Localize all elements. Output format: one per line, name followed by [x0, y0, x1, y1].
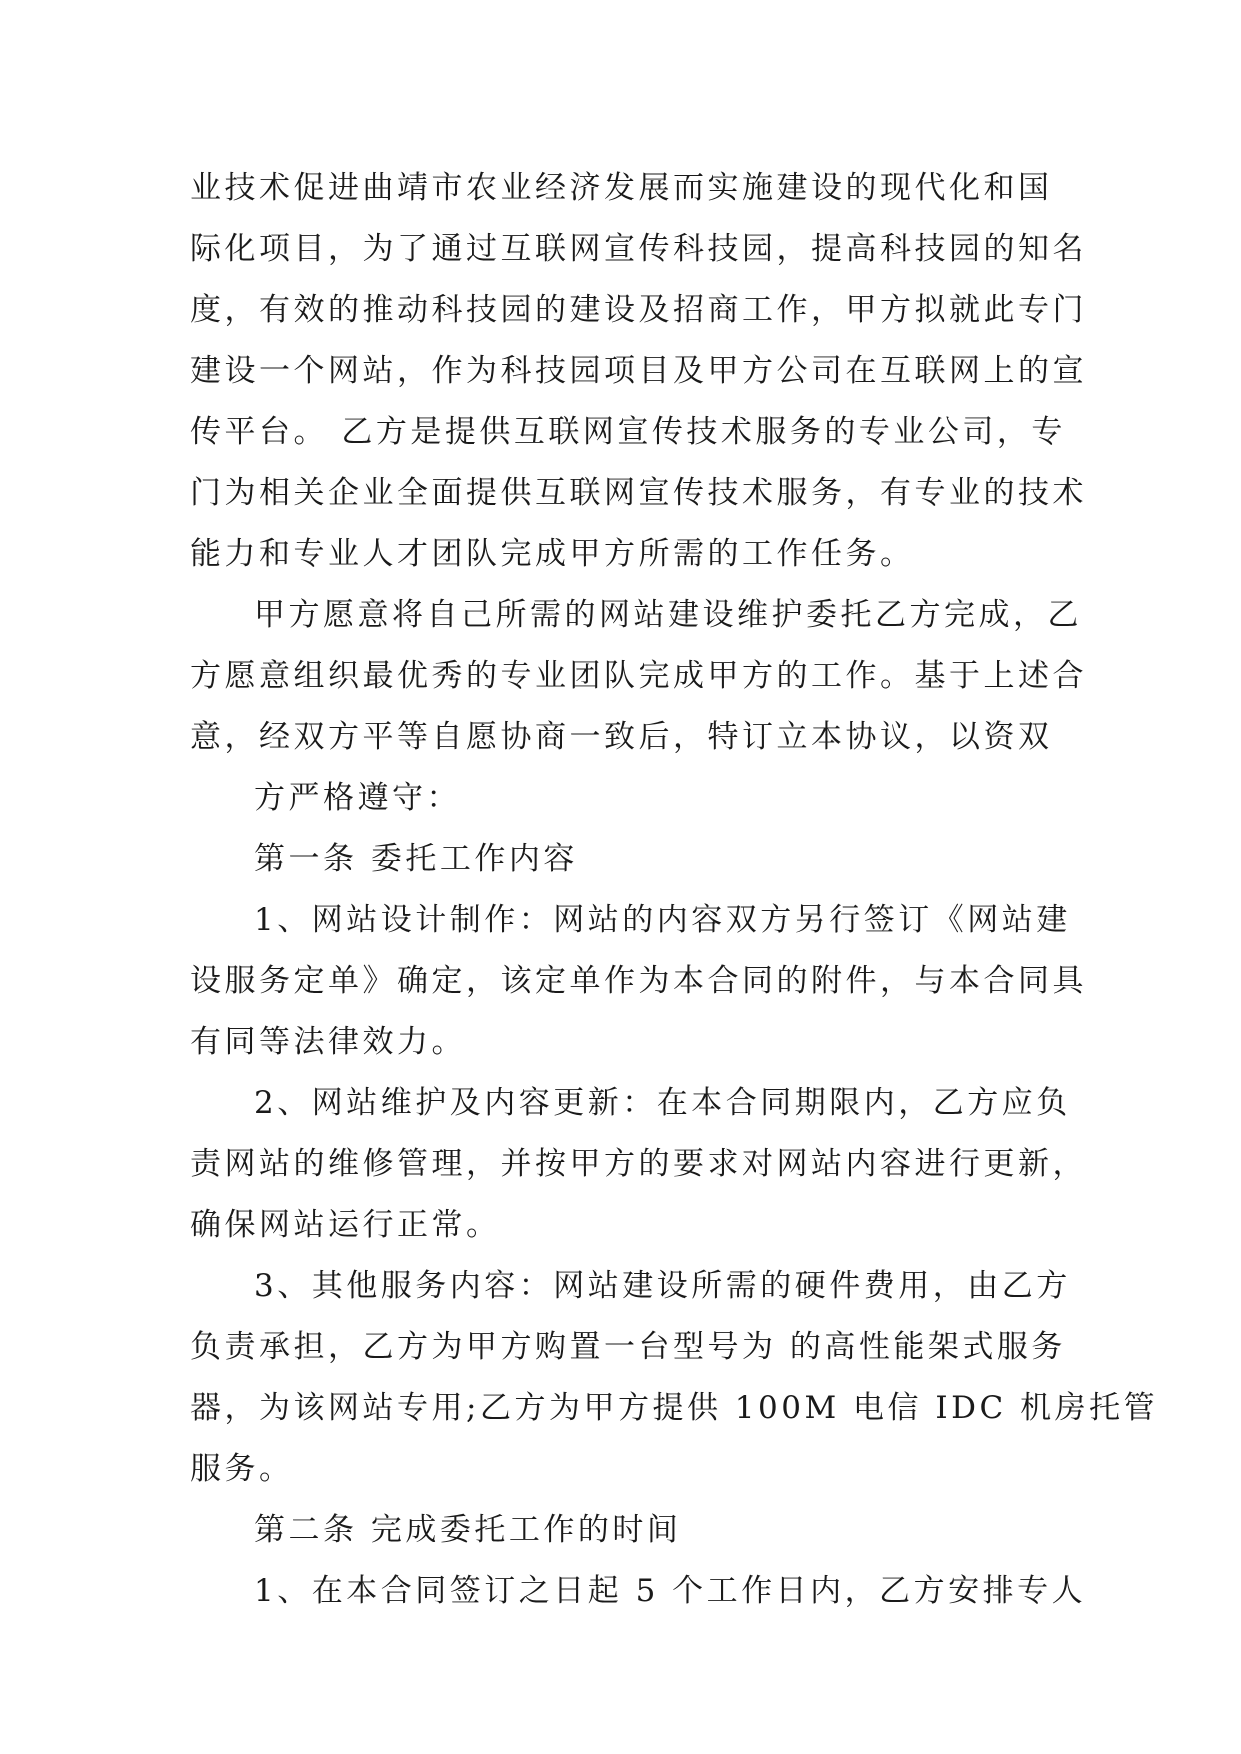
text-line: 业技术促进曲靖市农业经济发展而实施建设的现代化和国 — [190, 170, 1053, 206]
text-line: 门为相关企业全面提供互联网宣传技术服务，有专业的技术 — [190, 475, 1087, 511]
text-line: 能力和专业人才团队完成甲方所需的工作任务。 — [190, 536, 915, 572]
text-line: 服务。 — [190, 1451, 294, 1487]
text-line: 设服务定单》确定，该定单作为本合同的附件，与本合同具 — [190, 963, 1087, 999]
document-page — [190, 158, 1159, 1622]
text-line: 方愿意组织最优秀的专业团队完成甲方的工作。基于上述合 — [190, 658, 1087, 694]
text-line: 有同等法律效力。 — [190, 1024, 466, 1060]
section-heading: 第一条 委托工作内容 — [254, 841, 578, 877]
text-line: 1、在本合同签订之日起 5 个工作日内，乙方安排专人 — [254, 1573, 1087, 1609]
text-line: 负责承担，乙方为甲方购置一台型号为 的高性能架式服务 — [190, 1329, 1066, 1365]
text-line: 度，有效的推动科技园的建设及招商工作，甲方拟就此专门 — [190, 292, 1087, 328]
text-line: 器，为该网站专用;乙方为甲方提供 100M 电信 IDC 机房托管 — [190, 1390, 1159, 1426]
text-line: 意，经双方平等自愿协商一致后，特订立本协议，以资双 — [190, 719, 1053, 755]
text-line: 方严格遵守： — [254, 780, 461, 816]
section-heading: 第二条 完成委托工作的时间 — [254, 1512, 682, 1548]
text-line: 1、网站设计制作：网站的内容双方另行签订《网站建 — [254, 902, 1071, 938]
text-line: 传平台。 乙方是提供互联网宣传技术服务的专业公司，专 — [190, 414, 1066, 450]
text-line: 确保网站运行正常。 — [190, 1207, 501, 1243]
text-line: 责网站的维修管理，并按甲方的要求对网站内容进行更新， — [190, 1146, 1087, 1182]
text-line: 建设一个网站，作为科技园项目及甲方公司在互联网上的宣 — [190, 353, 1087, 389]
text-line: 2、网站维护及内容更新：在本合同期限内，乙方应负 — [254, 1085, 1071, 1121]
text-line: 甲方愿意将自己所需的网站建设维护委托乙方完成，乙 — [254, 597, 1082, 633]
text-line: 际化项目，为了通过互联网宣传科技园，提高科技园的知名 — [190, 231, 1087, 267]
text-line: 3、其他服务内容：网站建设所需的硬件费用，由乙方 — [254, 1268, 1071, 1304]
